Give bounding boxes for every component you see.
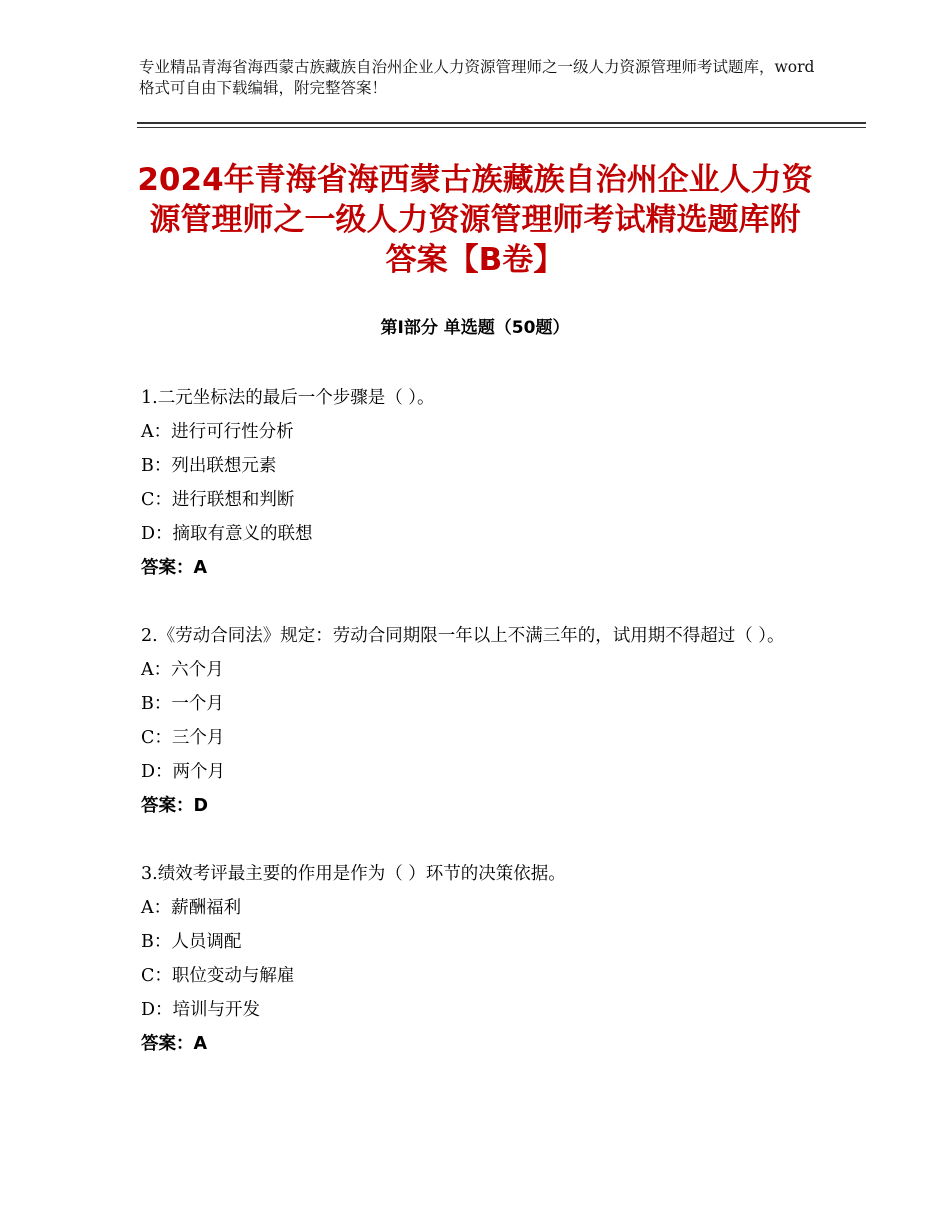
question-text: 2.《劳动合同法》规定：劳动合同期限一年以上不满三年的，试用期不得超过（ ）。 <box>141 626 785 646</box>
option-c: C：进行联想和判断 <box>141 490 295 510</box>
option-a: A：进行可行性分析 <box>141 422 294 442</box>
header-divider-thin <box>137 127 866 128</box>
question-1 <box>141 382 806 585</box>
question-text: 3.绩效考评最主要的作用是作为（ ）环节的决策依据。 <box>141 864 566 884</box>
question-2 <box>141 620 806 823</box>
header-divider-thick <box>137 122 866 124</box>
option-b: B：列出联想元素 <box>141 456 277 476</box>
option-d: D：摘取有意义的联想 <box>141 524 313 544</box>
header-note: 专业精品青海省海西蒙古族藏族自治州企业人力资源管理师之一级人力资源管理师考试题库，word格式可自由下载编辑，附完整答案！ <box>139 58 815 97</box>
answer-text: 答案：D <box>141 796 209 816</box>
question-3 <box>141 858 806 1061</box>
option-c: C：三个月 <box>141 728 225 748</box>
document-title: 2024年青海省海西蒙古族藏族自治州企业人力资源管理师之一级人力资源管理师考试精选题库附答案【B卷】 <box>137 162 813 278</box>
question-list <box>141 382 806 1096</box>
question-text: 1.二元坐标法的最后一个步骤是（ ）。 <box>141 388 435 408</box>
option-c: C：职位变动与解雇 <box>141 966 295 986</box>
section-heading: 第Ⅰ部分 单选题（50题） <box>380 318 570 338</box>
option-a: A：六个月 <box>141 660 224 680</box>
answer-text: 答案：A <box>141 558 208 578</box>
option-d: D：培训与开发 <box>141 1000 261 1020</box>
option-d: D：两个月 <box>141 762 226 782</box>
option-a: A：薪酬福利 <box>141 898 242 918</box>
option-b: B：人员调配 <box>141 932 242 952</box>
answer-text: 答案：A <box>141 1034 208 1054</box>
option-b: B：一个月 <box>141 694 224 714</box>
